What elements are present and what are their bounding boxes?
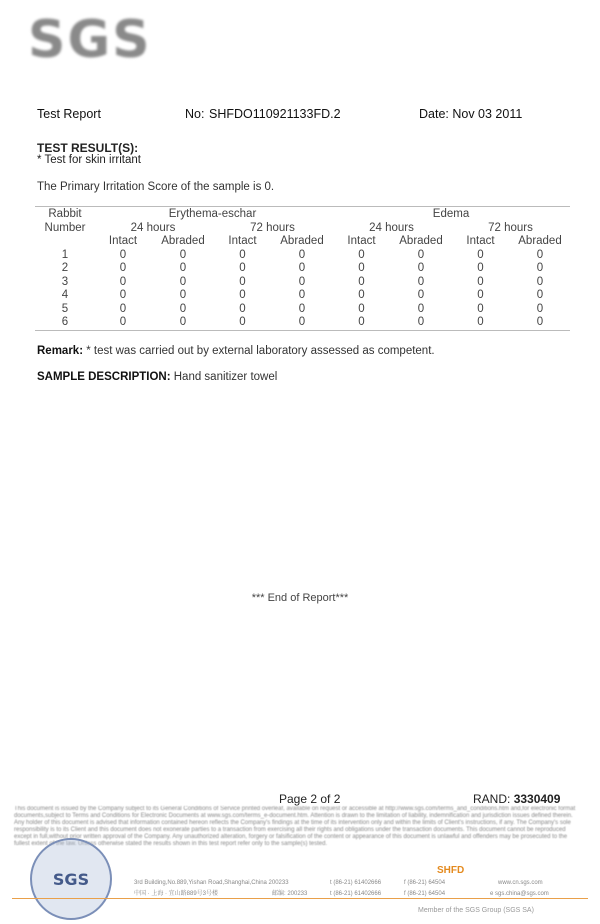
score-cell: 0	[239, 316, 246, 328]
col-intact: Intact	[347, 235, 376, 247]
remark-label: Remark:	[37, 345, 84, 357]
score-cell: 0	[239, 289, 246, 301]
score-cell: 0	[417, 302, 425, 315]
score-cell: 0	[179, 262, 187, 274]
report-date: Date: Nov 03 2011	[419, 107, 523, 121]
score-cell: 0	[536, 248, 544, 261]
score-cell: 0	[477, 316, 484, 328]
erythema-24h-header: 24 hours	[130, 221, 176, 234]
rabbit-number-cell: 6	[61, 316, 69, 328]
score-cell: 0	[477, 262, 484, 274]
rand-code	[473, 792, 560, 806]
table-body	[37, 249, 570, 330]
phone-2: t (86-21) 61402666	[330, 891, 382, 897]
report-title: Test Report	[37, 107, 101, 121]
report-number: SHFDO110921133FD.2	[209, 107, 341, 121]
col-intact: Intact	[466, 235, 495, 247]
score-cell: 0	[477, 248, 484, 261]
col-intact: Intact	[108, 235, 138, 247]
score-cell: 0	[298, 248, 306, 261]
score-cell: 0	[239, 262, 246, 274]
score-cell: 0	[536, 275, 544, 288]
rabbit-number-cell: 5	[61, 302, 69, 315]
rand-value: 3330409	[513, 792, 561, 806]
rabbit-header: Rabbit	[48, 208, 82, 220]
score-cell: 0	[477, 302, 484, 315]
rabbit-number-cell: 4	[61, 289, 69, 301]
sgs-logo: SGS	[28, 10, 152, 70]
score-cell: 0	[536, 262, 544, 274]
legal-disclaimer: This document is issued by the Company subject to its General Conditions of Service printed overleaf, available on request or accessible at http://www.sgs.com/terms_and_conditions.htm and,for electronic format documents,subject to Terms and Conditions for Electronic Documents at www.sgs.com/terms_e-document.htm. Attention is drawn to the limitation of liability, indemnification and jurisdiction issues defined therein. Any holder of this document is advised that information contained hereon reflects the Company's findings at the time of its intervention only and within the limits of Client's instructions, if any. The Company's sole responsibility is to its Client and this document does not exonerate parties to a transaction from exercising all their rights and obligations under the transaction documents. This document cannot be reproduced except in full,without prior written approval of the Company. Any unauthorized alteration, forgery or falsification of the content or appearance of this document is unlawful and offenders may be prosecuted to the fullest extent of the law. Unless otherwise stated the results shown in this test report refer only to the sample(s) tested.	[14, 806, 576, 847]
sgs-group-member: Member of the SGS Group (SGS SA)	[418, 907, 534, 914]
shfd-code: SHFD	[437, 865, 465, 876]
col-abraded: Abraded	[280, 235, 324, 247]
remark	[37, 345, 435, 357]
email: e sgs.china@sgs.com	[490, 891, 549, 897]
number-header: Number	[44, 221, 86, 234]
table-header-row-2	[37, 222, 570, 236]
col-abraded: Abraded	[399, 235, 443, 247]
rabbit-number-cell: 2	[61, 262, 69, 274]
address-cn: 中国 · 上海 · 宜山路889号3号楼	[134, 891, 219, 897]
edema-header: Edema	[432, 208, 470, 220]
score-cell: 0	[358, 316, 365, 328]
score-cell: 0	[119, 289, 127, 301]
report-number-label: No:	[185, 107, 205, 121]
score-cell: 0	[179, 316, 187, 328]
score-cell: 0	[119, 302, 127, 315]
col-intact: Intact	[228, 235, 257, 247]
score-cell: 0	[477, 275, 484, 288]
page-number: Page 2 of 2	[279, 792, 341, 806]
score-cell: 0	[417, 262, 425, 274]
phone-1: t (86-21) 61402666	[330, 880, 382, 886]
score-cell: 0	[179, 275, 187, 288]
score-cell: 0	[239, 248, 246, 261]
score-cell: 0	[477, 289, 484, 301]
score-cell: 0	[298, 262, 306, 274]
postcode-cn: 邮编: 200233	[272, 891, 308, 897]
irritation-summary: The Primary Irritation Score of the sample is 0.	[37, 181, 275, 193]
col-abraded: Abraded	[161, 235, 205, 247]
table-row	[37, 276, 570, 290]
rand-label: RAND:	[473, 792, 511, 806]
score-cell: 0	[536, 289, 544, 301]
table-header-row-1	[37, 208, 570, 222]
irritation-table	[37, 208, 570, 330]
score-cell: 0	[119, 262, 127, 274]
score-cell: 0	[119, 248, 127, 261]
score-cell: 0	[536, 316, 544, 328]
table-row	[37, 303, 570, 317]
sample-description	[37, 371, 277, 383]
rabbit-number-cell: 3	[61, 275, 69, 288]
table-header-row-3	[37, 235, 570, 249]
score-cell: 0	[417, 275, 425, 288]
table-row	[37, 316, 570, 330]
address-en: 3rd Building,No.889,Yishan Road,Shanghai,China 200233	[134, 880, 289, 886]
remark-text: * test was carried out by external laboratory assessed as competent.	[83, 345, 435, 357]
score-cell: 0	[298, 289, 306, 301]
erythema-72h-header: 72 hours	[250, 221, 295, 234]
score-cell: 0	[239, 302, 246, 315]
score-cell: 0	[179, 248, 187, 261]
score-cell: 0	[358, 302, 365, 315]
col-abraded: Abraded	[518, 235, 562, 247]
score-cell: 0	[417, 248, 425, 261]
sgs-stamp	[30, 838, 112, 920]
score-cell: 0	[298, 302, 306, 315]
footer-orange-rule	[12, 898, 588, 899]
score-cell: 0	[119, 316, 127, 328]
fax-2: f (86-21) 64504	[404, 891, 446, 897]
test-subtitle: * Test for skin irritant	[37, 154, 141, 166]
score-cell: 0	[119, 275, 127, 288]
sample-text: Hand sanitizer towel	[170, 371, 278, 383]
stamp-text: SGS	[52, 869, 90, 889]
score-cell: 0	[179, 289, 187, 301]
score-cell: 0	[298, 275, 306, 288]
score-cell: 0	[358, 275, 365, 288]
rabbit-number-cell: 1	[61, 248, 69, 261]
table-row	[37, 262, 570, 276]
score-cell: 0	[417, 316, 425, 328]
score-cell: 0	[358, 289, 365, 301]
score-cell: 0	[179, 302, 187, 315]
test-results-heading: TEST RESULT(S):	[37, 141, 139, 155]
end-of-report: *** End of Report***	[251, 592, 349, 604]
sample-label: SAMPLE DESCRIPTION:	[37, 371, 171, 383]
score-cell: 0	[536, 302, 544, 315]
score-cell: 0	[417, 289, 425, 301]
edema-72h-header: 72 hours	[488, 221, 533, 234]
table-bottom-rule	[35, 330, 570, 331]
table-row	[37, 289, 570, 303]
table-top-rule	[35, 206, 570, 207]
fax-1: f (86-21) 64504	[404, 880, 446, 886]
website: www.cn.sgs.com	[498, 880, 543, 886]
score-cell: 0	[358, 262, 365, 274]
table-row	[37, 249, 570, 263]
score-cell: 0	[239, 275, 246, 288]
edema-24h-header: 24 hours	[369, 221, 414, 234]
score-cell: 0	[358, 248, 365, 261]
erythema-header: Erythema-eschar	[168, 208, 257, 220]
score-cell: 0	[298, 316, 306, 328]
